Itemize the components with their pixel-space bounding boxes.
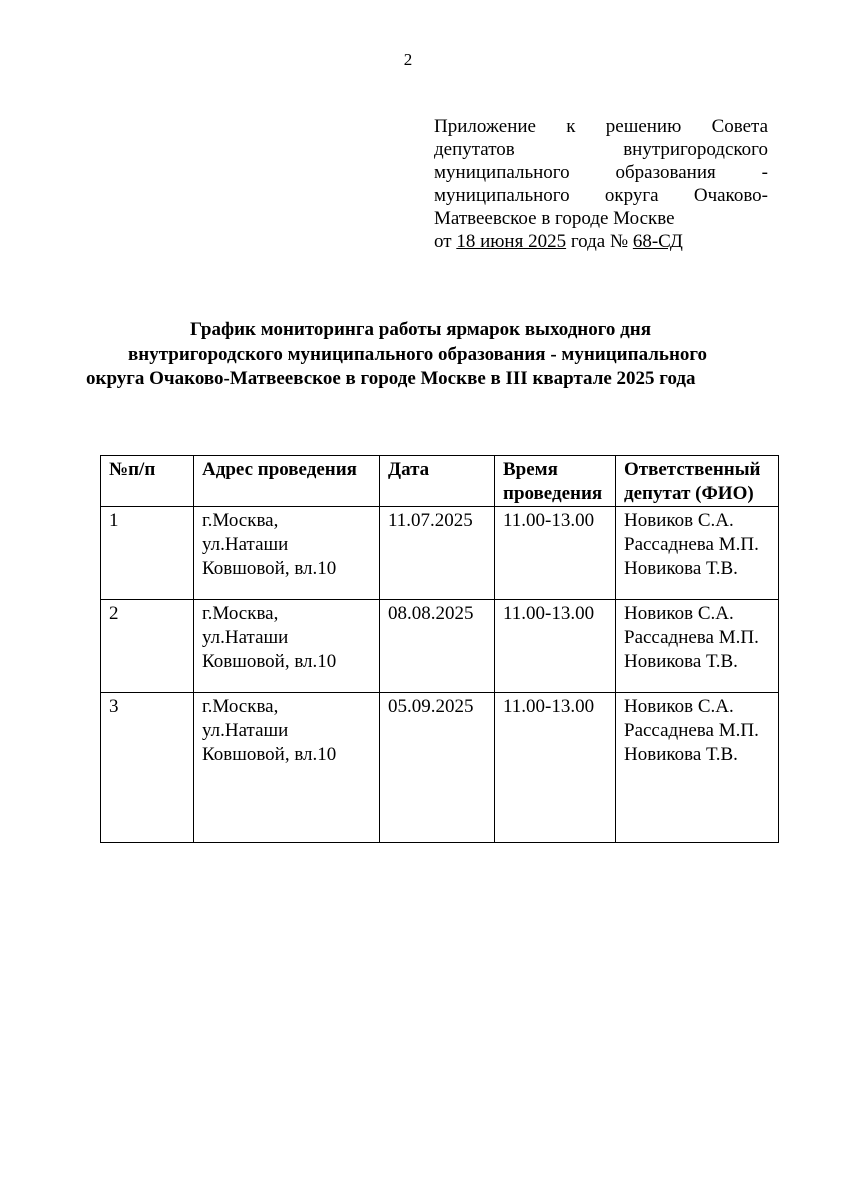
header-address: Адрес проведения	[194, 456, 380, 507]
appendix-line: муниципального округа Очаково-	[434, 185, 768, 206]
page-number: 2	[403, 50, 413, 69]
deputy-name: Рассаднева М.П.	[624, 534, 759, 555]
title-line: округа Очаково-Матвеевское в городе Москве в III квартале 2025 года	[86, 368, 696, 389]
appendix-line: Матвеевское в городе Москве	[434, 208, 675, 229]
header-num: №п/п	[101, 456, 194, 507]
cell-address	[194, 600, 380, 693]
address-line: г.Москва,	[202, 510, 279, 531]
cell-date: 11.07.2025	[380, 507, 495, 600]
cell-address	[194, 693, 380, 843]
cell-address	[194, 507, 380, 600]
cell-deputies	[616, 507, 779, 600]
date-prefix: от	[434, 231, 457, 252]
table-row	[101, 507, 779, 600]
appendix-line: муниципального образования -	[434, 162, 768, 183]
address-line: г.Москва,	[202, 603, 279, 624]
table-row	[101, 600, 779, 693]
cell-num: 1	[101, 507, 194, 600]
appendix-date-line	[434, 230, 768, 253]
address-line: ул.Наташи	[202, 627, 289, 648]
deputy-name: Рассаднева М.П.	[624, 720, 759, 741]
address-line: ул.Наташи	[202, 720, 289, 741]
table-row	[101, 693, 779, 843]
address-line: Ковшовой, вл.10	[202, 558, 337, 579]
header-date: Дата	[380, 456, 495, 507]
appendix-block	[434, 115, 768, 253]
cell-num: 3	[101, 693, 194, 843]
cell-date: 05.09.2025	[380, 693, 495, 843]
cell-deputies	[616, 600, 779, 693]
address-line: Ковшовой, вл.10	[202, 744, 337, 765]
deputy-name: Новиков С.А.	[624, 603, 734, 624]
header-time-line: Время	[503, 459, 558, 480]
cell-time: 11.00-13.00	[495, 693, 616, 843]
deputy-name: Новикова Т.В.	[624, 744, 738, 765]
deputy-name: Новиков С.А.	[624, 510, 734, 531]
header-time-line: проведения	[503, 483, 603, 504]
deputy-name: Рассаднева М.П.	[624, 627, 759, 648]
title-line: График мониторинга работы ярмарок выходного дня	[190, 319, 652, 340]
cell-date: 08.08.2025	[380, 600, 495, 693]
table-header-row	[101, 456, 779, 507]
header-deputies-line: депутат (ФИО)	[624, 483, 754, 504]
appendix-line: депутатов внутригородского	[434, 139, 768, 160]
cell-deputies	[616, 693, 779, 843]
decision-date: 18 июня 2025	[456, 231, 567, 252]
header-deputies	[616, 456, 779, 507]
address-line: ул.Наташи	[202, 534, 289, 555]
cell-time: 11.00-13.00	[495, 507, 616, 600]
date-suffix: года №	[566, 231, 633, 252]
header-deputies-line: Ответственный	[624, 459, 761, 480]
schedule-table	[100, 455, 779, 843]
document-title	[60, 318, 800, 392]
decision-number: 68-СД	[632, 231, 683, 252]
deputy-name: Новикова Т.В.	[624, 558, 738, 579]
address-line: Ковшовой, вл.10	[202, 651, 337, 672]
address-line: г.Москва,	[202, 696, 279, 717]
header-time	[495, 456, 616, 507]
cell-time: 11.00-13.00	[495, 600, 616, 693]
deputy-name: Новикова Т.В.	[624, 651, 738, 672]
cell-num: 2	[101, 600, 194, 693]
title-line: внутригородского муниципального образования - муниципального	[128, 343, 708, 365]
appendix-line: Приложение к решению Совета	[434, 116, 768, 137]
deputy-name: Новиков С.А.	[624, 696, 734, 717]
